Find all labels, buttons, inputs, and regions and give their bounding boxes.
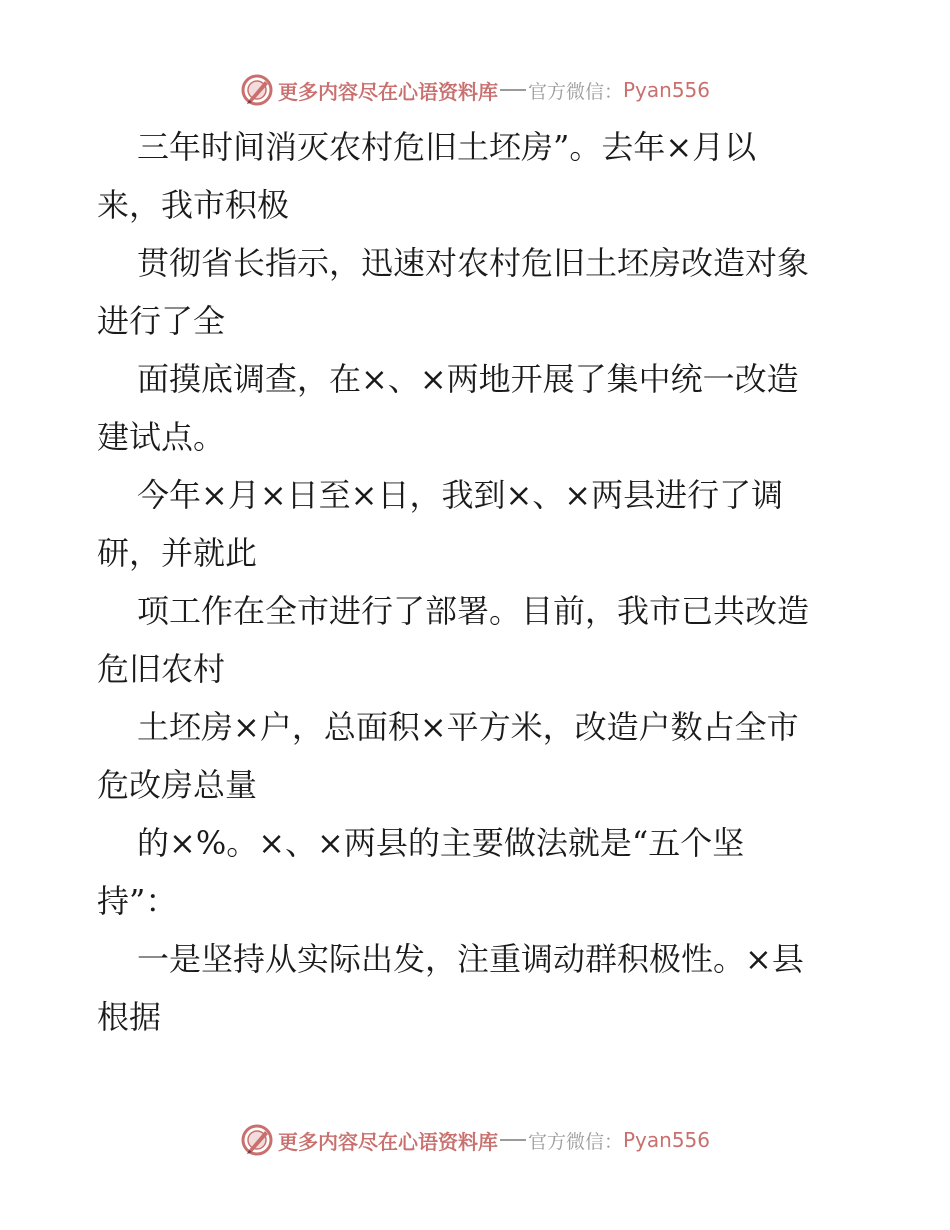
footer-wechat-id: Pyan556 [623,1128,711,1152]
body-line: 进行了全 [97,302,226,340]
header-subtitle: 官方微信： [527,80,623,103]
body-line: 贯彻省长指示，迅速对农村危旧土坯房改造对象 [137,244,810,282]
body-line: 土坯房×户，总面积×平方米，改造户数占全市 [137,708,799,746]
footer-subtitle: 官方微信： [527,1130,623,1153]
footer-banner [0,1120,950,1160]
body-line: 建试点。 [97,418,226,456]
body-line: 持”： [97,882,178,920]
body-line: 项工作在全市进行了部署。目前，我市已共改造 [137,592,810,630]
body-line: 的×%。×、×两县的主要做法就是“五个坚 [137,824,745,862]
header-wechat-id: Pyan556 [623,78,711,102]
body-line: 来，我市积极 [97,186,290,224]
body-line: 危改房总量 [97,766,258,804]
document-body [97,118,857,1046]
header-title: 更多内容尽在心语资料库 [277,79,498,104]
header-separator [500,89,526,91]
body-line: 根据 [97,998,162,1036]
body-line: 面摸底调查，在×、×两地开展了集中统一改造 [137,360,799,398]
pen-in-circle-icon [240,73,274,107]
footer-separator [500,1139,526,1141]
footer-title: 更多内容尽在心语资料库 [277,1129,498,1154]
header-banner [0,70,950,110]
body-line: 三年时间消灭农村危旧土坯房”。去年×月以 [137,128,757,166]
pen-in-circle-icon [240,1123,274,1157]
body-line: 危旧农村 [97,650,226,688]
body-line: 研，并就此 [97,534,258,572]
body-line: 今年×月×日至×日，我到×、×两县进行了调 [137,476,784,514]
body-line: 一是坚持从实际出发，注重调动群积极性。×县 [137,940,804,978]
